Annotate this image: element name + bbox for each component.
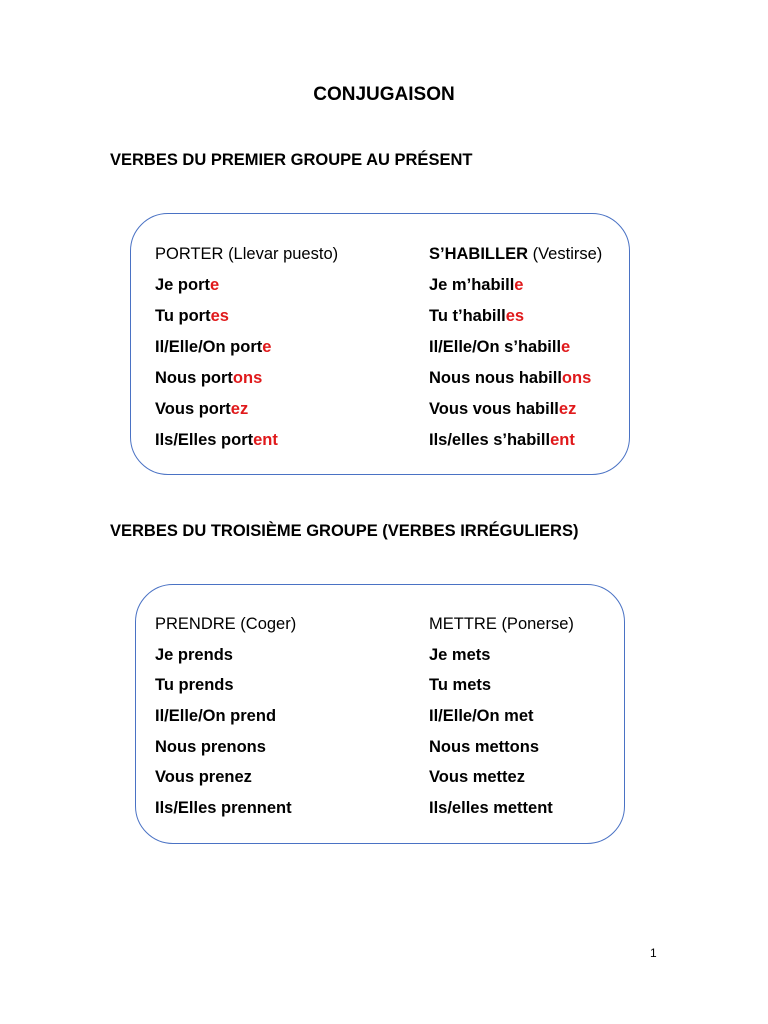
conjugation-row	[155, 399, 248, 419]
verb-ending: e	[561, 338, 571, 356]
conjugation-row	[155, 306, 229, 326]
verb-ending: e	[210, 276, 220, 294]
verb-stem: Ils/Elles port	[155, 431, 254, 449]
verb-ending: es	[505, 307, 525, 325]
verb-form: Je prends	[155, 646, 233, 664]
verb-stem: Ils/elles s’habill	[429, 431, 551, 449]
verb-infinitive: PORTER	[155, 245, 224, 263]
verb-header	[429, 244, 602, 264]
verb-form: Tu prends	[155, 676, 234, 694]
verb-stem: Nous nous habill	[429, 369, 562, 387]
verb-infinitive: S’HABILLER	[429, 245, 528, 263]
conjugation-row	[429, 737, 539, 757]
verb-stem: Vous vous habill	[429, 400, 559, 418]
verb-ending: ons	[232, 369, 263, 387]
conjugation-row	[155, 706, 276, 726]
verb-infinitive: METTRE	[429, 615, 497, 633]
page-number: 1	[650, 946, 657, 960]
verb-form: Ils/Elles prennent	[155, 799, 292, 817]
conjugation-row	[155, 337, 271, 357]
verb-infinitive: PRENDRE	[155, 615, 236, 633]
verb-stem: Il/Elle/On port	[155, 338, 263, 356]
verb-stem: Vous port	[155, 400, 231, 418]
conjugation-row	[429, 675, 491, 695]
conjugation-row	[429, 306, 524, 326]
conjugation-row	[429, 706, 534, 726]
verb-form: Il/Elle/On met	[429, 707, 534, 725]
verb-form: Vous mettez	[429, 768, 525, 786]
verb-stem: Il/Elle/On s’habill	[429, 338, 562, 356]
verb-translation: (Coger)	[240, 615, 297, 633]
verb-form: Vous prenez	[155, 768, 252, 786]
verb-ending: e	[262, 338, 272, 356]
verb-stem: Je port	[155, 276, 211, 294]
verb-ending: e	[514, 276, 524, 294]
conjugation-row	[155, 275, 219, 295]
verb-form: Nous mettons	[429, 738, 540, 756]
conjugation-row	[429, 275, 523, 295]
verb-header	[155, 614, 296, 634]
verb-stem: Nous port	[155, 369, 233, 387]
conjugation-row	[155, 767, 252, 787]
verb-ending: ent	[550, 431, 575, 449]
conjugation-row	[155, 368, 262, 388]
conjugation-row	[429, 798, 553, 818]
verb-header	[155, 244, 338, 264]
conjugation-row	[429, 399, 576, 419]
verb-translation: (Llevar puesto)	[228, 245, 339, 263]
conjugation-row	[155, 675, 234, 695]
conjugation-row	[429, 430, 575, 450]
verb-ending: ent	[253, 431, 278, 449]
verb-translation: (Ponerse)	[501, 615, 574, 633]
conjugation-row	[429, 767, 525, 787]
verb-translation: (Vestirse)	[532, 245, 603, 263]
conjugation-row	[429, 645, 490, 665]
verb-stem: Tu t’habill	[429, 307, 506, 325]
conjugation-row	[155, 430, 278, 450]
verb-ending: es	[210, 307, 229, 325]
conjugation-row	[155, 798, 292, 818]
verb-form: Tu mets	[429, 676, 492, 694]
verb-ending: ez	[230, 400, 249, 418]
conjugation-row	[155, 645, 233, 665]
verb-ending: ons	[561, 369, 592, 387]
verb-form: Il/Elle/On prend	[155, 707, 277, 725]
conjugation-row	[429, 368, 591, 388]
section-heading-first-group: VERBES DU PREMIER GROUPE AU PRÉSENT	[110, 151, 473, 169]
verb-form: Nous prenons	[155, 738, 266, 756]
conjugation-row	[155, 737, 266, 757]
verb-ending: ez	[558, 400, 577, 418]
verb-form: Ils/elles mettent	[429, 799, 553, 817]
verb-stem: Je m’habill	[429, 276, 515, 294]
section-heading-third-group: VERBES DU TROISIÈME GROUPE (VERBES IRRÉGULIERS)	[110, 522, 579, 540]
verb-form: Je mets	[429, 646, 491, 664]
verb-stem: Tu port	[155, 307, 211, 325]
conjugation-row	[429, 337, 570, 357]
verb-header	[429, 614, 574, 634]
page-title: CONJUGAISON	[313, 84, 455, 105]
